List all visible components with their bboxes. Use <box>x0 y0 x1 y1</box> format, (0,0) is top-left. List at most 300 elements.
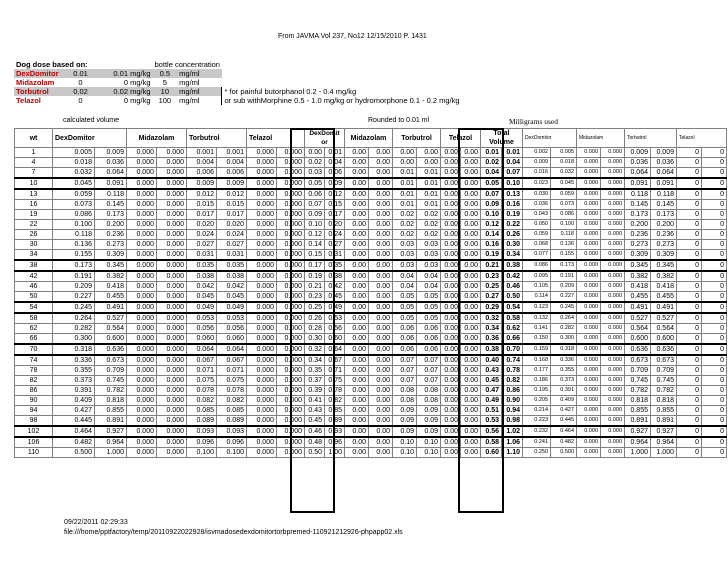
value-cell: 0.418 <box>625 282 651 292</box>
value-cell: 0.89 <box>325 416 345 427</box>
value-cell: 0.673 <box>625 355 651 366</box>
value-cell: 0.000 <box>601 302 625 313</box>
table-row <box>15 200 727 210</box>
value-cell: 0.527 <box>95 313 127 324</box>
value-cell: 0.00 <box>461 416 481 427</box>
value-cell: 0.66 <box>502 334 523 345</box>
value-cell: 0.07 <box>502 168 523 179</box>
value-cell: 0.00 <box>441 168 461 179</box>
value-cell: 0.373 <box>53 376 95 386</box>
value-cell: 0.000 <box>157 416 187 427</box>
table-row <box>15 406 727 416</box>
value-cell: 0.000 <box>277 200 305 210</box>
value-cell: 0.000 <box>601 376 625 386</box>
value-cell: 0.000 <box>157 334 187 345</box>
value-cell: 0.05 <box>393 302 417 313</box>
value-cell: 0.123 <box>523 302 551 313</box>
value-cell: 0.000 <box>277 313 305 324</box>
value-cell: 0.236 <box>95 230 127 240</box>
value-cell: 0.000 <box>601 355 625 366</box>
value-cell: 0.02 <box>417 210 441 220</box>
concentration-unit: mg/ml <box>177 69 222 78</box>
value-cell: 0.382 <box>651 271 677 282</box>
value-cell: 0.000 <box>577 250 601 261</box>
value-cell: 0.000 <box>127 416 157 427</box>
value-cell: 0.049 <box>217 302 247 313</box>
value-cell: 0 <box>677 292 702 303</box>
table-row <box>15 448 727 458</box>
value-cell: 0.673 <box>95 355 127 366</box>
value-cell: 0.25 <box>481 282 502 292</box>
value-cell: 0.018 <box>551 158 577 168</box>
value-cell: 0.000 <box>127 437 157 448</box>
value-cell: 0.00 <box>441 386 461 396</box>
value-cell: 0.000 <box>277 355 305 366</box>
value-cell: 0.00 <box>461 437 481 448</box>
value-cell: 0.12 <box>481 220 502 230</box>
weight-cell: 19 <box>15 210 53 220</box>
value-cell: 0.000 <box>577 302 601 313</box>
value-cell: 0.016 <box>523 168 551 179</box>
value-cell: 0.085 <box>187 406 217 416</box>
weight-cell: 10 <box>15 178 53 189</box>
value-cell: 0.00 <box>441 148 461 158</box>
value-cell: 0.282 <box>551 324 577 334</box>
value-cell: 0.19 <box>481 250 502 261</box>
value-cell: 0.45 <box>481 376 502 386</box>
value-cell: 0.000 <box>127 210 157 220</box>
value-cell: 0.20 <box>325 220 345 230</box>
config-row-telazol <box>14 96 462 105</box>
weight-cell: 30 <box>15 240 53 250</box>
value-cell: 0.000 <box>157 250 187 261</box>
value-cell: 0.855 <box>95 406 127 416</box>
value-cell: 0.000 <box>577 158 601 168</box>
value-cell: 0.50 <box>305 448 325 458</box>
value-cell: 0.06 <box>305 189 325 200</box>
dose-value[interactable]: 0 <box>78 78 83 87</box>
value-cell: 0.21 <box>305 282 325 292</box>
value-cell: 0.000 <box>247 334 277 345</box>
value-cell: 0.00 <box>417 148 441 158</box>
table-row <box>15 271 727 282</box>
value-cell: 0.527 <box>625 313 651 324</box>
dose-value[interactable]: 0 <box>78 96 83 105</box>
value-cell: 0.077 <box>523 250 551 261</box>
col-telazol: Telazol <box>247 129 305 148</box>
value-cell: 0.28 <box>305 324 325 334</box>
col-dexdomitor: DexDomitor <box>53 129 127 148</box>
value-cell: 0.000 <box>157 189 187 200</box>
value-cell: 0.145 <box>625 200 651 210</box>
value-cell: 0.04 <box>502 158 523 168</box>
value-cell: 0.00 <box>369 250 393 261</box>
value-cell: 0.10 <box>393 437 417 448</box>
weight-cell: 26 <box>15 230 53 240</box>
value-cell: 0.10 <box>481 210 502 220</box>
table-row <box>15 437 727 448</box>
value-cell: 0 <box>677 426 702 437</box>
value-cell: 0.002 <box>523 148 551 158</box>
value-cell: 0.000 <box>277 271 305 282</box>
value-cell: 0 <box>702 168 727 179</box>
value-cell: 0.00 <box>441 178 461 189</box>
value-cell: 0.500 <box>551 448 577 458</box>
value-cell: 0.00 <box>345 355 369 366</box>
value-cell: 0.000 <box>601 324 625 334</box>
value-cell: 1.10 <box>502 448 523 458</box>
value-cell: 0.000 <box>247 178 277 189</box>
value-cell: 0.00 <box>345 334 369 345</box>
value-cell: 0.086 <box>551 210 577 220</box>
value-cell: 0.300 <box>53 334 95 345</box>
value-cell: 0.418 <box>95 282 127 292</box>
value-cell: 0 <box>677 240 702 250</box>
value-cell: 0.00 <box>461 158 481 168</box>
value-cell: 0.000 <box>247 386 277 396</box>
value-cell: 0.032 <box>53 168 95 179</box>
value-cell: 0.093 <box>187 426 217 437</box>
value-cell: 0 <box>702 324 727 334</box>
col-total-volume: Total Volume <box>481 129 523 148</box>
value-cell: 0.00 <box>441 189 461 200</box>
value-cell: 0.000 <box>247 250 277 261</box>
value-cell: 0 <box>702 189 727 200</box>
value-cell: 0.01 <box>393 178 417 189</box>
value-cell: 0.000 <box>157 260 187 271</box>
value-cell: 0.186 <box>523 376 551 386</box>
value-cell: 0.00 <box>441 313 461 324</box>
value-cell: 0.00 <box>369 344 393 355</box>
value-cell: 0.100 <box>53 220 95 230</box>
weight-cell: 16 <box>15 200 53 210</box>
value-cell: 0.245 <box>53 302 95 313</box>
value-cell: 0.445 <box>551 416 577 427</box>
value-cell: 0.25 <box>305 302 325 313</box>
value-cell: 0.26 <box>305 313 325 324</box>
value-cell: 0.00 <box>345 313 369 324</box>
dose-unit: 0 mg/kg <box>123 78 151 87</box>
value-cell: 0.855 <box>625 406 651 416</box>
dose-value[interactable]: 0.01 <box>61 69 101 78</box>
value-cell: 0.006 <box>217 168 247 179</box>
value-cell: 0.250 <box>523 448 551 458</box>
value-cell: 0.02 <box>393 230 417 240</box>
value-cell: 0.02 <box>417 230 441 240</box>
table-row <box>15 282 727 292</box>
value-cell: 0.136 <box>551 240 577 250</box>
value-cell: 0.045 <box>187 292 217 303</box>
value-cell: 0.00 <box>441 282 461 292</box>
value-cell: 0.527 <box>651 313 677 324</box>
value-cell: 0.031 <box>187 250 217 261</box>
table-row <box>15 344 727 355</box>
value-cell: 0.05 <box>417 302 441 313</box>
value-cell: 0.095 <box>523 271 551 282</box>
concentration-value[interactable]: 100 <box>158 96 172 105</box>
value-cell: 0.482 <box>53 437 95 448</box>
value-cell: 0.000 <box>277 406 305 416</box>
value-cell: 0.35 <box>305 366 325 376</box>
value-cell: 0.000 <box>577 220 601 230</box>
value-cell: 0.073 <box>53 200 95 210</box>
value-cell: 0.005 <box>551 148 577 158</box>
value-cell: 0.00 <box>345 240 369 250</box>
value-cell: 0.34 <box>502 250 523 261</box>
value-cell: 0.000 <box>247 302 277 313</box>
value-cell: 0.00 <box>369 386 393 396</box>
value-cell: 0.105 <box>523 282 551 292</box>
value-cell: 0.000 <box>277 230 305 240</box>
col-torbutrol: Torbutrol <box>187 129 247 148</box>
value-cell: 0.455 <box>95 292 127 303</box>
value-cell: 0.009 <box>187 178 217 189</box>
value-cell: 0.067 <box>217 355 247 366</box>
value-cell: 0.90 <box>502 396 523 406</box>
value-cell: 0.004 <box>187 158 217 168</box>
value-cell: 0.150 <box>523 334 551 345</box>
value-cell: 0.000 <box>277 334 305 345</box>
value-cell: 0.273 <box>625 240 651 250</box>
value-cell: 0.336 <box>53 355 95 366</box>
value-cell: 0.07 <box>393 366 417 376</box>
value-cell: 0.927 <box>625 426 651 437</box>
value-cell: 0.50 <box>502 292 523 303</box>
value-cell: 0.00 <box>461 240 481 250</box>
value-cell: 0.000 <box>577 448 601 458</box>
concentration-unit: mg/ml <box>177 87 222 96</box>
dose-table <box>14 128 727 458</box>
value-cell: 0.209 <box>551 282 577 292</box>
value-cell: 0.036 <box>651 158 677 168</box>
value-cell: 0.00 <box>345 282 369 292</box>
value-cell: 0.391 <box>53 386 95 396</box>
weight-cell: 90 <box>15 396 53 406</box>
value-cell: 0.089 <box>217 416 247 427</box>
value-cell: 0.16 <box>481 240 502 250</box>
value-cell: 0.03 <box>393 250 417 261</box>
value-cell: 0.053 <box>217 313 247 324</box>
value-cell: 0.009 <box>625 148 651 158</box>
value-cell: 0.078 <box>187 386 217 396</box>
value-cell: 0.49 <box>481 396 502 406</box>
value-cell: 0.00 <box>461 178 481 189</box>
value-cell: 0.10 <box>417 437 441 448</box>
concentration-value[interactable]: 10 <box>153 87 178 96</box>
weight-cell: 98 <box>15 416 53 427</box>
value-cell: 0.00 <box>345 189 369 200</box>
value-cell: 0.00 <box>441 324 461 334</box>
config-note <box>222 69 462 78</box>
value-cell: 0.000 <box>277 189 305 200</box>
value-cell: 0.000 <box>157 148 187 158</box>
value-cell: 0.000 <box>127 158 157 168</box>
value-cell: 0.409 <box>53 396 95 406</box>
value-cell: 0.09 <box>417 426 441 437</box>
value-cell: 0.100 <box>187 448 217 458</box>
value-cell: 0.000 <box>127 386 157 396</box>
value-cell: 0.00 <box>369 426 393 437</box>
concentration-value[interactable]: 0.5 <box>153 69 178 78</box>
value-cell: 0.000 <box>577 426 601 437</box>
table-row <box>15 355 727 366</box>
value-cell: 0.000 <box>247 313 277 324</box>
value-cell: 0.000 <box>247 168 277 179</box>
value-cell: 0.409 <box>551 396 577 406</box>
rounded-label: Rounded to 0.01 ml <box>368 117 430 124</box>
value-cell: 0.00 <box>369 189 393 200</box>
table-row <box>15 168 727 179</box>
weight-cell: 94 <box>15 406 53 416</box>
value-cell: 0.782 <box>651 386 677 396</box>
value-cell: 0.46 <box>305 426 325 437</box>
value-cell: 0.36 <box>481 334 502 345</box>
value-cell: 0.02 <box>305 158 325 168</box>
concentration-unit: mg/ml <box>179 96 200 105</box>
table-row <box>15 260 727 271</box>
value-cell: 0.09 <box>393 416 417 427</box>
value-cell: 0.038 <box>217 271 247 282</box>
value-cell: 0.32 <box>481 313 502 324</box>
table-row <box>15 250 727 261</box>
value-cell: 0.00 <box>345 344 369 355</box>
weight-cell: 42 <box>15 271 53 282</box>
value-cell: 0 <box>677 448 702 458</box>
value-cell: 0.30 <box>502 240 523 250</box>
value-cell: 0 <box>702 282 727 292</box>
value-cell: 0.068 <box>523 240 551 250</box>
value-cell: 0.012 <box>217 189 247 200</box>
value-cell: 0 <box>677 437 702 448</box>
value-cell: 0.22 <box>502 220 523 230</box>
value-cell: 0.073 <box>551 200 577 210</box>
dose-unit: 0 mg/kg <box>123 96 151 105</box>
value-cell: 0.024 <box>217 230 247 240</box>
col-wt: wt <box>15 129 53 148</box>
value-cell: 0.745 <box>651 376 677 386</box>
value-cell: 0.48 <box>305 437 325 448</box>
value-cell: 0.45 <box>325 292 345 303</box>
value-cell: 0.01 <box>325 148 345 158</box>
value-cell: 0.089 <box>187 416 217 427</box>
value-cell: 0.00 <box>441 250 461 261</box>
concentration-value[interactable]: 5 <box>162 78 167 87</box>
value-cell: 0.82 <box>325 396 345 406</box>
value-cell: 0.067 <box>187 355 217 366</box>
value-cell: 0.059 <box>53 189 95 200</box>
value-cell: 0.000 <box>601 271 625 282</box>
value-cell: 0.391 <box>551 386 577 396</box>
value-cell: 0.382 <box>95 271 127 282</box>
value-cell: 0.045 <box>551 178 577 189</box>
value-cell: 0.03 <box>417 240 441 250</box>
value-cell: 0.049 <box>187 302 217 313</box>
file-path: file:///home/pptfactory/temp/20110922022928/isvmadosedexdomitortorbpremed-110921212926-phpapp02.xls <box>64 529 403 536</box>
value-cell: 0.093 <box>217 426 247 437</box>
value-cell: 0.05 <box>393 313 417 324</box>
value-cell: 0.14 <box>481 230 502 240</box>
value-cell: 0.00 <box>461 148 481 158</box>
value-cell: 0.07 <box>481 189 502 200</box>
value-cell: 0.000 <box>277 158 305 168</box>
value-cell: 0.045 <box>53 178 95 189</box>
value-cell: 0.03 <box>393 240 417 250</box>
value-cell: 0.34 <box>305 355 325 366</box>
value-cell: 0.02 <box>417 220 441 230</box>
value-cell: 0 <box>677 324 702 334</box>
weight-cell: 74 <box>15 355 53 366</box>
value-cell: 0.000 <box>127 324 157 334</box>
value-cell: 0.173 <box>651 210 677 220</box>
value-cell: 0.000 <box>601 334 625 345</box>
value-cell: 0.05 <box>481 178 502 189</box>
table-row <box>15 302 727 313</box>
value-cell: 0.059 <box>523 230 551 240</box>
value-cell: 0.47 <box>481 386 502 396</box>
value-cell: 0.000 <box>601 344 625 355</box>
value-cell: 0.00 <box>393 148 417 158</box>
value-cell: 0.006 <box>187 168 217 179</box>
value-cell: 0 <box>702 250 727 261</box>
value-cell: 0.09 <box>325 178 345 189</box>
value-cell: 0.78 <box>325 386 345 396</box>
table-row <box>15 292 727 303</box>
value-cell: 0.000 <box>277 396 305 406</box>
value-cell: 0.000 <box>157 240 187 250</box>
value-cell: 0 <box>702 178 727 189</box>
value-cell: 0.00 <box>461 210 481 220</box>
value-cell: 0.600 <box>625 334 651 345</box>
value-cell: 0.06 <box>393 324 417 334</box>
dose-unit: 0.02 mg/kg <box>101 87 153 96</box>
col-dexdomitor-rounded: DexDomit or <box>305 129 345 148</box>
value-cell: 0.227 <box>53 292 95 303</box>
value-cell: 0.000 <box>247 292 277 303</box>
value-cell: 0.93 <box>325 426 345 437</box>
value-cell: 0.23 <box>305 292 325 303</box>
value-cell: 0.14 <box>305 240 325 250</box>
value-cell: 0.00 <box>441 426 461 437</box>
value-cell: 0.00 <box>345 437 369 448</box>
config-note: * for painful butorphanol 0.2 - 0.4 mg/kg <box>222 87 462 96</box>
dose-value[interactable]: 0.02 <box>61 87 101 96</box>
value-cell: 0.00 <box>369 158 393 168</box>
value-cell: 0.096 <box>187 437 217 448</box>
value-cell: 0.09 <box>305 210 325 220</box>
value-cell: 0.07 <box>305 200 325 210</box>
value-cell: 0.000 <box>127 426 157 437</box>
value-cell: 1.06 <box>502 437 523 448</box>
value-cell: 0.491 <box>625 302 651 313</box>
value-cell: 0.009 <box>95 148 127 158</box>
value-cell: 0.000 <box>277 366 305 376</box>
value-cell: 0.01 <box>481 148 502 158</box>
value-cell: 0.00 <box>369 271 393 282</box>
value-cell: 0.200 <box>95 220 127 230</box>
value-cell: 0.318 <box>53 344 95 355</box>
value-cell: 0.782 <box>95 386 127 396</box>
value-cell: 0.00 <box>461 260 481 271</box>
value-cell: 0.318 <box>551 344 577 355</box>
value-cell: 0.26 <box>502 230 523 240</box>
value-cell: 0.00 <box>345 271 369 282</box>
col-mg-midazolam: Midazolam <box>577 129 625 148</box>
value-cell: 0.309 <box>651 250 677 261</box>
value-cell: 0.086 <box>523 260 551 271</box>
value-cell: 0.032 <box>551 168 577 179</box>
value-cell: 0.40 <box>481 355 502 366</box>
col-mg-telazol: Telazol <box>677 129 727 148</box>
